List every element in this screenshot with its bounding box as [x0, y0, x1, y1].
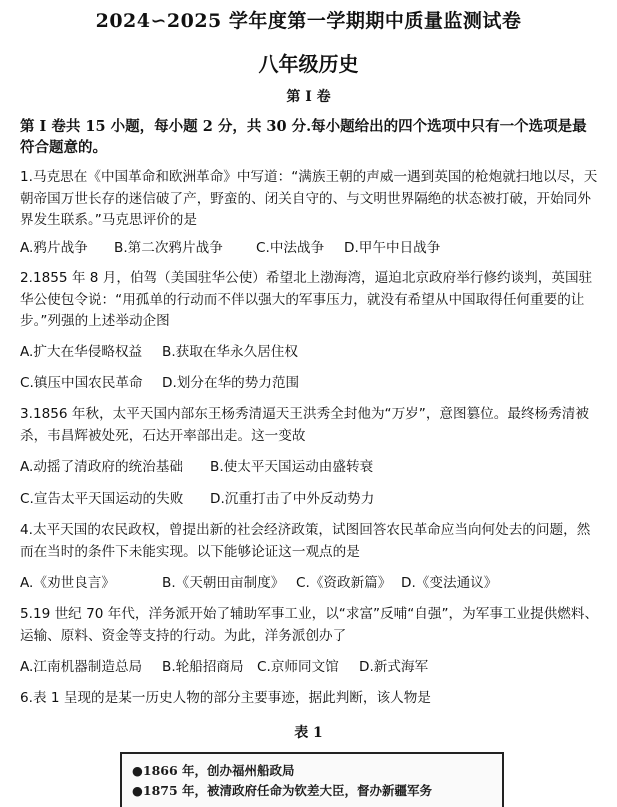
- option-c: C.镇压中国农民革命: [20, 375, 143, 391]
- table-1-image: [120, 752, 504, 807]
- question-2-stem: 2.1855 年 8 月，伯驾（美国驻华公使）希望北上渤海湾，逼迫北京政府举行修约谈判，英国驻华公使包令说：“用孤单的行动而不伴以强大的军事压力，就没有希望从中国取得任何重要的让步。”列强的上述举动企图: [20, 270, 593, 329]
- question-6-stem: 6.表 1 呈现的是某一历史人物的部分主要事迹，据此判断，该人物是: [20, 690, 431, 706]
- question-1-options: [20, 238, 602, 258]
- question-2-options-row2: [20, 373, 602, 393]
- option-a: A.鸦片战争: [20, 240, 88, 256]
- option-b: B.轮船招商局: [162, 659, 244, 675]
- question-4-options: [20, 573, 602, 593]
- option-c: C.京师同文馆: [257, 659, 339, 675]
- question-4-stem: 4.太平天国的农民政权，曾提出新的社会经济政策，试图回答农民革命应当向何处去的问题，然而在当时的条件下未能实现。以下能够论证这一观点的是: [20, 522, 591, 560]
- question-5-options: [20, 657, 602, 677]
- option-a: A.动摇了清政府的统治基础: [20, 459, 183, 475]
- table-row: ●1866 年，创办福州船政局: [132, 763, 295, 778]
- option-d: D.沉重打击了中外反动势力: [210, 491, 375, 507]
- option-b: B.使太平天国运动由盛转衰: [210, 459, 374, 475]
- question-1-stem: 1.马克思在《中国革命和欧洲革命》中写道：“满族王朝的声威一遇到英国的枪炮就扫地以尽，天朝帝国万世长存的迷信破了产，野蛮的、闭关自守的、与文明世界隔绝的状态被打破，开始同外界发生联系。”马克思评价的是: [20, 169, 598, 228]
- question-3-stem: 3.1856 年秋，太平天国内部东王杨秀清逼天王洪秀全封他为“万岁”，意图篡位。最终杨秀清被杀，韦昌辉被处死，石达开率部出走。这一变故: [20, 406, 589, 444]
- option-c: C.中法战争: [256, 240, 325, 256]
- option-b: B.《天朝田亩制度》: [162, 575, 285, 591]
- section-title: 第 I 卷: [286, 89, 331, 105]
- option-d: D.划分在华的势力范围: [162, 375, 300, 391]
- question-3-options-row2: [20, 489, 602, 509]
- exam-title: 2024∽2025 学年度第一学期期中质量监测试卷: [95, 10, 522, 32]
- option-a: A.扩大在华侵略权益: [20, 344, 143, 360]
- option-c: C.宣告太平天国运动的失败: [20, 491, 184, 507]
- option-c: C.《资政新篇》: [296, 575, 392, 591]
- option-a: A.《劝世良言》: [20, 575, 115, 591]
- question-2-options-row1: [20, 342, 602, 362]
- option-a: A.江南机器制造总局: [20, 659, 143, 675]
- subject-title: 八年级历史: [258, 52, 359, 76]
- question-5-stem: 5.19 世纪 70 年代，洋务派开始了辅助军事工业，以“求富”反哺“自强”，为军事工业提供燃料、运输、原料、资金等支持的行动。为此，洋务派创办了: [20, 606, 599, 644]
- instructions: 第 I 卷共 15 小题，每小题 2 分，共 30 分.每小题给出的四个选项中只有一个选项是最符合题意的。: [20, 118, 587, 156]
- option-b: B.第二次鸦片战争: [114, 240, 223, 256]
- option-d: D.甲午中日战争: [344, 240, 441, 256]
- table-row: ●1875 年，被清政府任命为钦差大臣，督办新疆军务: [132, 783, 433, 798]
- option-b: B.获取在华永久居住权: [162, 344, 298, 360]
- option-d: D.《变法通议》: [401, 575, 498, 591]
- table-title: 表 1: [294, 725, 323, 741]
- option-d: D.新式海军: [359, 659, 429, 675]
- question-3-options-row1: [20, 457, 602, 477]
